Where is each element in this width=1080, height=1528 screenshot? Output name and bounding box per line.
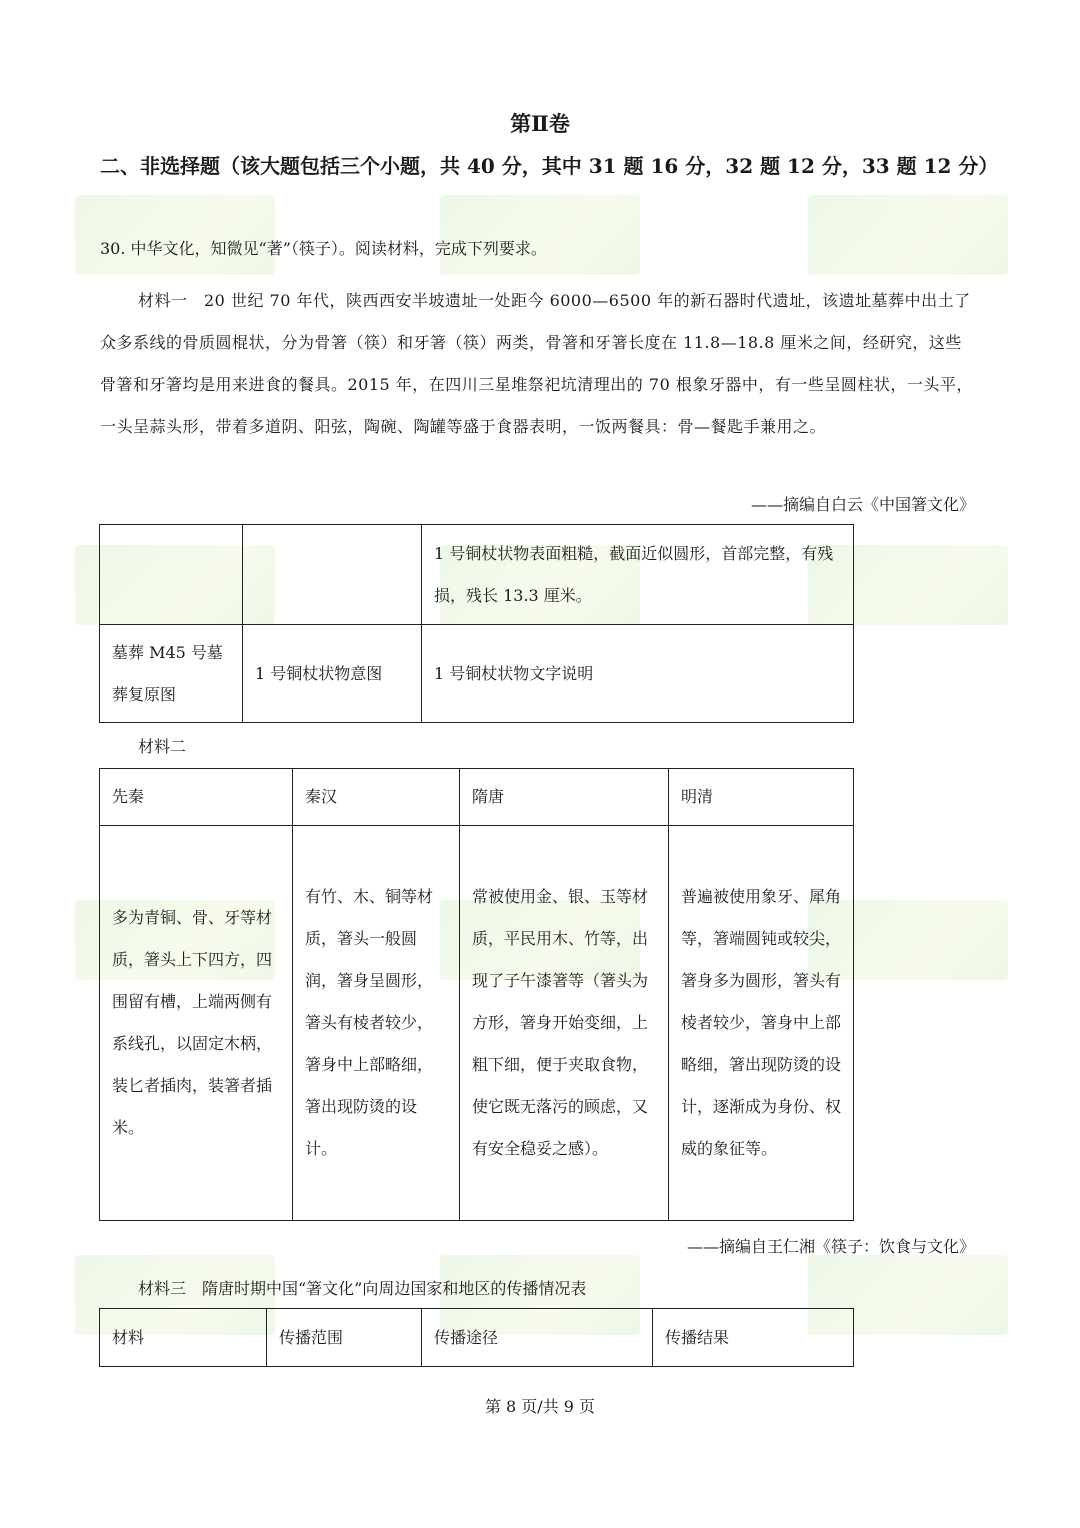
tomb-table — [99, 524, 854, 723]
section-heading: 二、非选择题（该大题包括三个小题，共 40 分，其中 31 题 16 分，32 题 12 分，33 题 12 分） — [100, 154, 999, 178]
page-title: 第Ⅱ卷 — [510, 111, 570, 136]
watermark — [808, 195, 1008, 275]
material1-text: 材料一 20 世纪 70 年代，陕西西安半坡遗址一处距今 6000—6500 年的新石器时代遗址，该遗址墓葬中出土了众多系线的骨质圆棍状，分为骨箸（筷）和牙箸（筷）两类，骨箸和牙箸长度在 11.8—18.8 厘米之间，经研究，这些骨箸和牙箸均是用来进食的餐具。2015 年，在四川三星堆祭祀坑清理出的 70 根象牙器中，有一些呈圆柱状，一头平，一头呈蒜头形，带着多道阴、阳弦，陶碗、陶罐等盛于食器表明，一饭两餐具：骨—餐匙手兼用之。 — [100, 291, 973, 436]
table-cell: 1 号铜杖状物文字说明 — [422, 625, 854, 723]
spread-table — [99, 1308, 854, 1367]
table-cell: 1 号铜杖状物表面粗糙，截面近似圆形，首部完整，有残损，残长 13.3 厘米。 — [422, 525, 854, 625]
table-header: 秦汉 — [293, 769, 460, 826]
table-cell: 有竹、木、铜等材质，箸头一般圆润，箸身呈圆形，箸头有棱者较少，箸身中上部略细，箸出现防烫的设计。 — [293, 826, 460, 1221]
watermark — [440, 195, 640, 275]
table-cell: 1 号铜杖状物意图 — [243, 625, 422, 723]
material2-label: 材料二 — [138, 737, 187, 756]
table-header: 先秦 — [100, 769, 293, 826]
question-prompt: 30. 中华文化，知微见“著”（筷子）。阅读材料，完成下列要求。 — [100, 239, 547, 258]
material3-label: 材料三 隋唐时期中国“箸文化”向周边国家和地区的传播情况表 — [138, 1279, 587, 1298]
table-header: 材料 — [100, 1309, 267, 1367]
table-cell: 多为青铜、骨、牙等材质，箸头上下四方，四围留有槽，上端两侧有系线孔，以固定木柄，装匕者插肉，装箸者插米。 — [100, 826, 293, 1221]
material2-source: ——摘编自王仁湘《筷子：饮食与文化》 — [686, 1237, 975, 1256]
table-cell: 普遍被使用象牙、犀角等，箸端圆钝或较尖，箸身多为圆形，箸头有棱者较少，箸身中上部略细，箸出现防烫的设计，逐渐成为身份、权威的象征等。 — [669, 826, 854, 1221]
table-cell — [100, 525, 243, 625]
table-header: 传播范围 — [267, 1309, 422, 1367]
table-cell: 常被使用金、银、玉等材质，平民用木、竹等，出现了子午漆箸等（箸头为方形，箸身开始变细，上粗下细，便于夹取食物，使它既无落污的顾虑，又有安全稳妥之感）。 — [460, 826, 669, 1221]
table-header: 隋唐 — [460, 769, 669, 826]
table-cell — [243, 525, 422, 625]
table-cell: 墓葬 M45 号墓葬复原图 — [100, 625, 243, 723]
table-header: 传播途径 — [422, 1309, 653, 1367]
material1-source: ——摘编自白云《中国箸文化》 — [750, 495, 975, 514]
page-footer: 第 8 页/共 9 页 — [484, 1397, 596, 1416]
watermark — [75, 195, 275, 275]
table-header: 传播结果 — [653, 1309, 854, 1367]
dynasty-table — [99, 768, 854, 1221]
table-header: 明清 — [669, 769, 854, 826]
